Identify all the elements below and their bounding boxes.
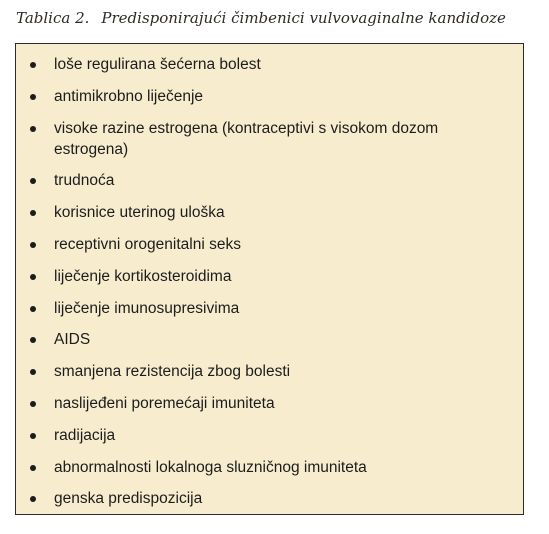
list-item-text: antimikrobno liječenje [54,87,204,105]
list-item [16,118,523,160]
bullet-icon [30,178,36,184]
bullet-icon [30,465,36,471]
bullet-icon [30,337,36,343]
list-item [16,329,523,350]
list-item [16,54,523,75]
list-item-text: liječenje kortikosteroidima [54,267,232,285]
bullet-icon [30,274,36,280]
bullet-icon [30,210,36,216]
table-caption [16,9,506,27]
bullet-icon [30,401,36,407]
list-item [16,234,523,255]
list-item-text: receptivni orogenitalni seks [54,235,241,253]
list-item [16,361,523,382]
factors-list [16,44,523,509]
list-item-text: liječenje imunosupresivima [54,299,240,317]
list-item-text: korisnice uterinog uloška [54,204,225,222]
bullet-icon [30,94,36,100]
bullet-icon [30,496,36,502]
list-item-text: radijacija [54,426,116,444]
list-item-text: loše regulirana šećerna bolest [54,56,261,73]
table-caption-label: Tablica 2. [16,9,90,27]
list-item [16,488,523,509]
list-item [16,425,523,446]
list-item [16,457,523,478]
bullet-icon [30,126,36,132]
list-item [16,202,523,223]
list-item-text: naslijeđeni poremećaji imuniteta [54,394,275,412]
list-item-text: AIDS [54,331,91,349]
list-item [16,393,523,414]
list-item [16,298,523,319]
list-item [16,86,523,107]
bullet-icon [30,306,36,312]
bullet-icon [30,369,36,375]
list-item-text: abnormalnosti lokalnoga sluzničnog imuniteta [54,458,367,476]
bullet-icon [30,62,36,68]
list-item-text: smanjena rezistencija zbog bolesti [54,363,291,381]
list-item [16,170,523,191]
list-item-text: trudnoća [54,172,115,190]
list-item [16,266,523,287]
bullet-icon [30,433,36,439]
factors-table [15,43,524,515]
bullet-icon [30,242,36,248]
list-item-text: genska predispozicija [54,490,203,508]
list-item-text: visoke razine estrogena (kontraceptivi s visokom dozom estrogena) [54,119,439,158]
table-caption-title: Predisponirajući čimbenici vulvovaginalne kandidoze [101,9,506,27]
